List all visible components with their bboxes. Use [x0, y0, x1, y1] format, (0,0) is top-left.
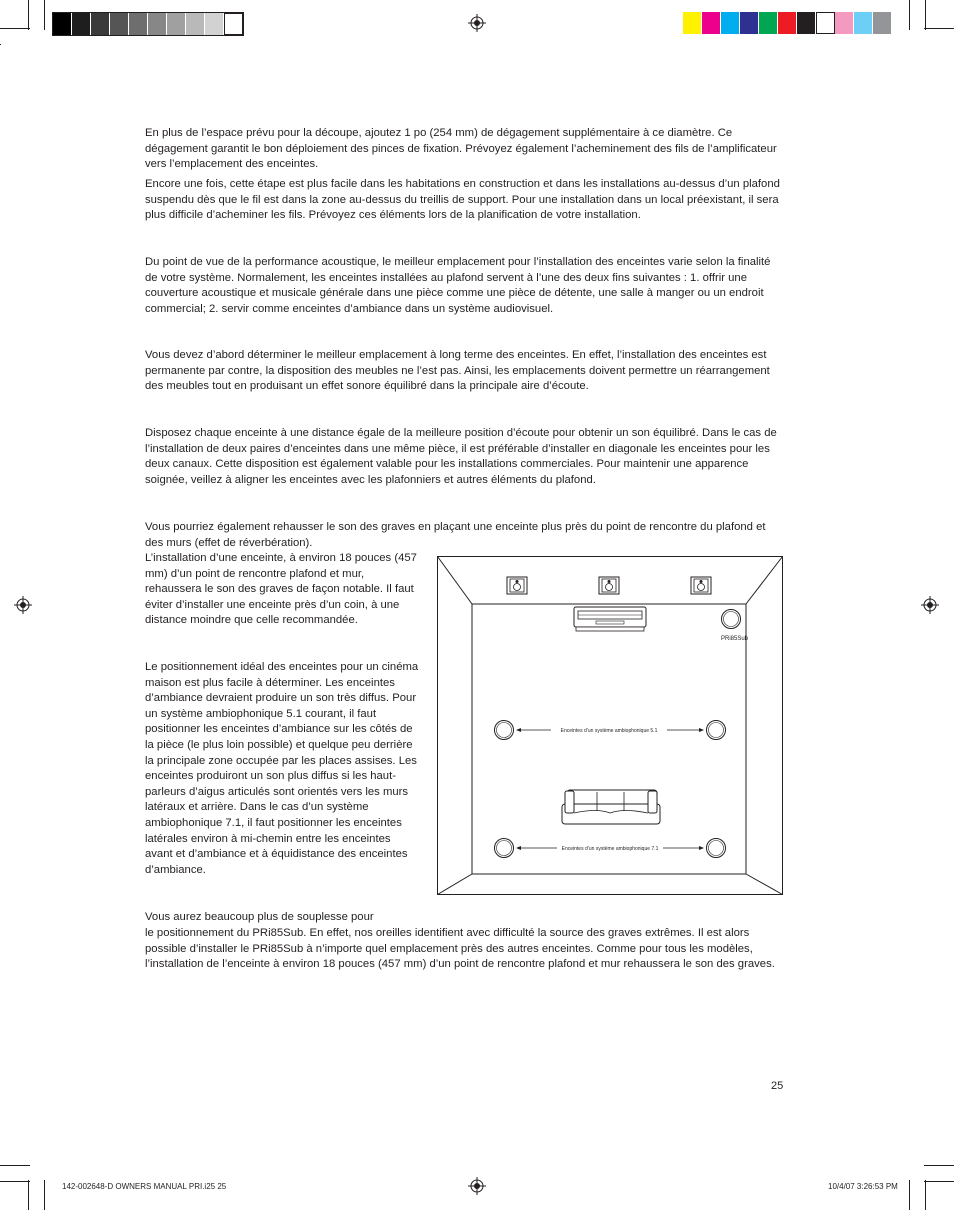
color-swatch: [854, 12, 873, 34]
color-swatch: [110, 13, 129, 35]
subwoofer-label: PRi85Sub: [721, 636, 749, 642]
surround-71-right-speaker-icon: [707, 839, 726, 858]
crop-mark: [924, 1165, 954, 1166]
color-swatch: [721, 12, 740, 34]
crop-mark: [909, 1180, 910, 1210]
paragraph-home-theater: Le positionnement idéal des enceintes pour un cinéma maison est plus facile à déterminer. Les enceintes d’ambiance devraient produire un son très diffus. Pour un système ambiophonique 5.1 courant, il faut positionner les enceintes d’ambiance sur les côtés de la pièce (le plus loin possible) et quelque peu derrière la principale zone occupée par les places assises. Les enceintes produiront un son plus diffus si les haut-parleurs d’aigus articulés sont orientés vers les murs latéraux et arrière. Dans le cas d’un système ambiophonique 7.1, il faut positionner les enceintes latérales environ à mi-chemin entre les enceintes avant et d’ambiance et à équidistance des enceintes d’ambiance.: [145, 661, 419, 876]
surround-71-left-speaker-icon: [495, 839, 514, 858]
color-swatch: [816, 12, 835, 34]
color-swatch: [873, 12, 892, 34]
crop-mark: [924, 28, 954, 29]
registration-mark-icon: [14, 596, 32, 614]
crop-mark: [924, 1181, 954, 1182]
color-swatch: [148, 13, 167, 35]
surround-71-label: Enceintes d’un système ambiophonique 7.1: [561, 846, 659, 852]
paragraph-equal-distance: Disposez chaque enceinte à une distance égale de la meilleure position d’écoute pour obtenir un son équilibré. Dans le cas de l’installation de deux paires d’enceintes dans une même pièce, il est préférable d’installer en diagonale les enceintes pour les deux canaux. Cette disposition est également valable pour les installations commerciales. Pour maintenir une apparence soignée, veillez à aligner les enceintes avec les plafonniers et autres éléments du plafond.: [145, 427, 777, 486]
color-swatch: [835, 12, 854, 34]
paragraph-acoustic-placement: Du point de vue de la performance acoustique, le meilleur emplacement pour l’installation des enceintes varie selon la finalité de votre système. Normalement, les enceintes installées au plafond servent à l’une des deux fins suivantes : 1. offrir une couverture acoustique et musicale générale dans une pièce comme une pièce de détente, une salle à manger ou un endroit commercial; 2. servir comme enceintes d’ambiance dans un système audiovisuel.: [145, 256, 771, 315]
file-slug: 142-002648-D OWNERS MANUAL PRI.i25 25: [62, 1182, 227, 1191]
paragraph-bass-boost-detail: L’installation d’une enceinte, à environ 18 pouces (457 mm) d’un point de rencontre plafond et mur, rehaussera le son des graves de façon notable. Il faut éviter d’installer une enceinte près d’un coin, à une distance moindre que celle recommandée.: [145, 552, 417, 627]
crop-mark: [909, 0, 910, 30]
sofa-icon: [562, 790, 660, 824]
crop-mark: [0, 44, 1, 45]
front-right-speaker-icon: [691, 577, 711, 594]
crop-mark: [28, 0, 29, 30]
front-center-speaker-icon: [599, 577, 619, 594]
color-swatch: [129, 13, 148, 35]
paragraph-long-term-placement: Vous devez d’abord déterminer le meilleur emplacement à long terme des enceintes. En effet, l’installation des enceintes est permanente par contre, la disposition des meubles ne l’est pas. Ainsi, les emplacements doivent permettre un réarrangement des meubles tout en produisant un effet sonore équilibré dans la principale aire d’écoute.: [145, 349, 770, 393]
crop-mark: [44, 0, 45, 30]
color-swatch: [72, 13, 91, 35]
registration-mark-icon: [921, 596, 939, 614]
color-swatch: [224, 13, 243, 35]
grayscale-calibration-bar: [52, 12, 244, 36]
print-timestamp: 10/4/07 3:26:53 PM: [828, 1182, 898, 1191]
front-left-speaker-icon: [507, 577, 527, 594]
color-swatch: [797, 12, 816, 34]
crop-mark: [44, 1180, 45, 1210]
subwoofer-icon: [722, 610, 741, 629]
tv-console-icon: [574, 607, 646, 631]
room-floor: [472, 604, 746, 874]
paragraph-clearance: En plus de l’espace prévu pour la découpe, ajoutez 1 po (254 mm) de dégagement supplémentaire à ce diamètre. Ce dégagement garantit le bon déploiement des pinces de fixation. Prévoyez également l’acheminement des fils de l’amplificateur vers l’emplacement des enceintes.: [145, 127, 777, 171]
color-swatch: [740, 12, 759, 34]
color-swatch: [186, 13, 205, 35]
color-swatch: [53, 13, 72, 35]
crop-mark: [0, 1181, 30, 1182]
crop-mark: [925, 0, 926, 30]
paragraph-wiring: Encore une fois, cette étape est plus facile dans les habitations en construction et dans les installations au-dessus d’un plafond suspendu dès que le fil est dans la zone au-dessus du treillis de support. Pour une installation dans un local préexistant, il sera plus difficile d’acheminer les fils. Prévoyez ces éléments lors de la planification de votre installation.: [145, 178, 780, 222]
crop-mark: [0, 28, 30, 29]
registration-mark-icon: [468, 14, 486, 32]
surround-51-left-speaker-icon: [495, 721, 514, 740]
color-swatch: [702, 12, 721, 34]
page-number: 25: [771, 1080, 784, 1092]
speaker-placement-diagram: [437, 556, 783, 896]
color-swatch: [778, 12, 797, 34]
color-swatch: [759, 12, 778, 34]
crop-mark: [0, 1165, 30, 1166]
registration-mark-icon: [468, 1177, 486, 1195]
color-calibration-bar: [683, 12, 892, 34]
paragraph-subwoofer-intro: Vous aurez beaucoup plus de souplesse pour: [145, 911, 374, 923]
paragraph-subwoofer: le positionnement du PRi85Sub. En effet, nos oreilles identifient avec difficulté la source des graves extrêmes. Il est alors possible d’installer le PRi85Sub à n’importe quel emplacement près des autres enceintes. Comme pour tous les modèles, l’installation de l’enceinte à environ 18 pouces (457 mm) d’un point de rencontre plafond et mur rehaussera le son des graves.: [145, 927, 775, 971]
color-swatch: [167, 13, 186, 35]
color-swatch: [91, 13, 110, 35]
crop-mark: [28, 1180, 29, 1210]
color-swatch: [205, 13, 224, 35]
paragraph-bass-boost: Vous pourriez également rehausser le son des graves en plaçant une enceinte plus près du point de rencontre du plafond et des murs (effet de réverbération).: [145, 521, 766, 549]
surround-51-right-speaker-icon: [707, 721, 726, 740]
surround-51-label: Enceintes d’un système ambiophonique 5.1: [560, 728, 658, 734]
crop-mark: [925, 1180, 926, 1210]
color-swatch: [683, 12, 702, 34]
